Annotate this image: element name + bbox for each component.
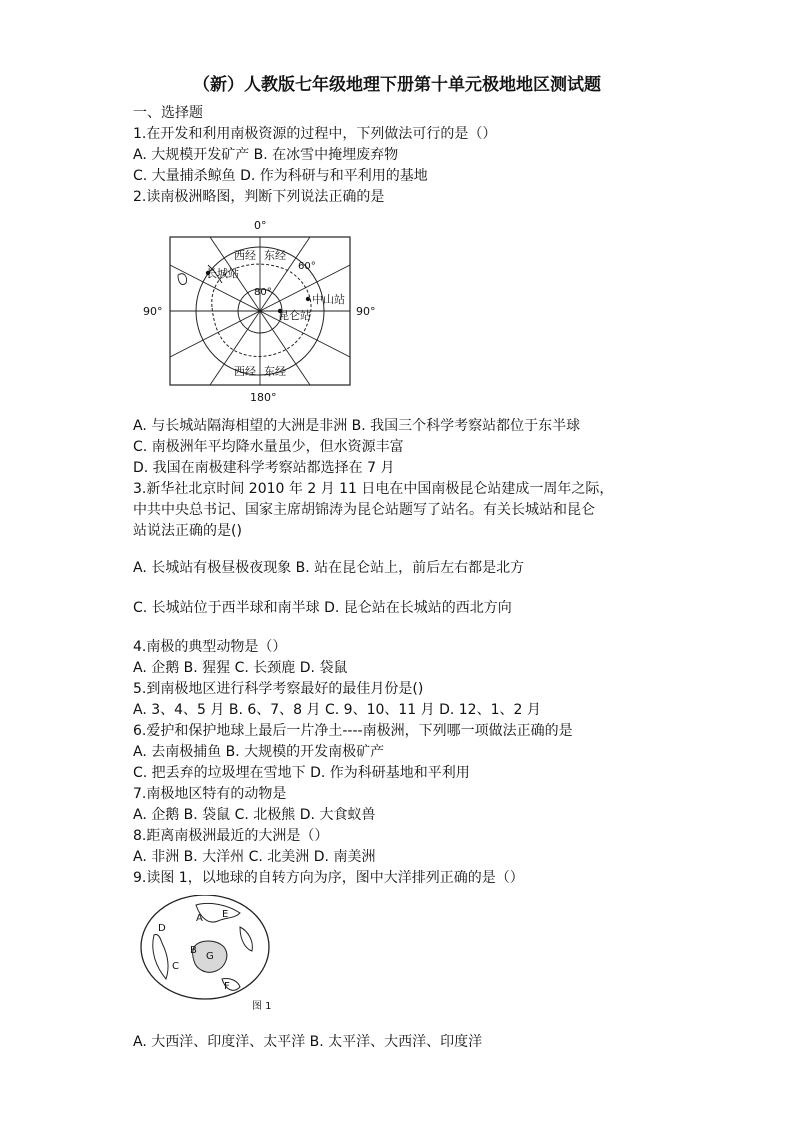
q1-stem: 1.在开发和利用南极资源的过程中，下列做法可行的是（） (133, 126, 497, 142)
label-a: A (196, 913, 203, 924)
zhongshan-station-marker (306, 297, 310, 301)
label-east-top: 东经 (264, 249, 286, 262)
q3-stem-line2: 中共中央总书记、国家主席胡锦涛为昆仑站题写了站名。有关长城站和昆仑 (133, 502, 595, 518)
q6-options-cd: C. 把丢弃的垃圾埋在雪地下 D. 作为科研基地和平利用 (133, 765, 470, 781)
q1-options-cd: C. 大量捕杀鲸鱼 D. 作为科研与和平利用的基地 (133, 168, 428, 184)
q3-stem-line1: 3.新华社北京时间 2010 年 2 月 11 日电在中国南极昆仑站建成一周年之际， (133, 481, 614, 497)
label-e: E (222, 909, 229, 920)
q8-options: A. 非洲 B. 大洋州 C. 北美洲 D. 南美洲 (133, 849, 376, 865)
label-90e-deg: 90° (356, 305, 376, 318)
q2-option-c: C. 南极洲年平均降水量虽少，但水资源丰富 (133, 439, 404, 455)
figure-caption: 图 1 (252, 1001, 272, 1012)
label-zhongshan: 中山站 (312, 293, 345, 306)
south-america-tip (178, 274, 187, 285)
label-changcheng: 长城站 (206, 267, 239, 280)
page-title: （新）人教版七年级地理下册第十单元极地地区测试题 (193, 75, 601, 95)
q9-stem: 9.读图 1，以地球的自转方向为序，图中大洋排列正确的是（） (133, 870, 524, 886)
q6-options-ab: A. 去南极捕鱼 B. 大规模的开发南极矿产 (133, 744, 385, 760)
q5-options: A. 3、4、5 月 B. 6、7、8 月 C. 9、10、11 月 D. 12、1、2 月 (133, 702, 541, 718)
q4-options: A. 企鹅 B. 猩猩 C. 长颈鹿 D. 袋鼠 (133, 660, 348, 676)
label-west-top: 西经 (234, 249, 256, 262)
landmass-east (240, 927, 252, 951)
figure-1-globe (136, 895, 286, 1015)
q7-options: A. 企鹅 B. 袋鼠 C. 北极熊 D. 大食蚁兽 (133, 807, 376, 823)
q1-options-ab: A. 大规模开发矿产 B. 在冰雪中掩埋废弃物 (133, 147, 399, 163)
label-90w-deg: 90° (143, 305, 163, 318)
q2-stem: 2.读南极洲略图，判断下列说法正确的是 (133, 189, 385, 205)
label-d: D (158, 923, 166, 934)
label-b: B (190, 945, 197, 956)
q3-stem-line3: 站说法正确的是() (133, 523, 242, 539)
label-east-bottom: 东经 (264, 365, 286, 378)
label-kunlun: 昆仑站 (278, 309, 311, 322)
q3-options-cd: C. 长城站位于西半球和南半球 D. 昆仑站在长城站的西北方向 (133, 600, 512, 616)
antarctica-map (140, 215, 380, 405)
label-60-deg: 60° (298, 261, 316, 272)
q2-options-ab: A. 与长城站隔海相望的大洲是非洲 B. 我国三个科学考察站都位于东半球 (133, 418, 581, 434)
q7-stem: 7.南极地区特有的动物是 (133, 786, 287, 802)
label-0-deg: 0° (254, 219, 267, 232)
q5-stem: 5.到南极地区进行科学考察最好的最佳月份是() (133, 681, 424, 697)
label-c: C (172, 961, 179, 972)
q9-options: A. 大西洋、印度洋、太平洋 B. 太平洋、大西洋、印度洋 (133, 1034, 483, 1050)
q2-option-d: D. 我国在南极建科学考察站都选择在 7 月 (133, 460, 395, 476)
landmass-west (153, 934, 168, 979)
label-80-deg: 80° (254, 287, 272, 298)
label-west-bottom: 西经 (234, 365, 256, 378)
q8-stem: 8.距离南极洲最近的大洲是（） (133, 828, 329, 844)
q3-options-ab: A. 长城站有极昼极夜现象 B. 站在昆仑站上，前后左右都是北方 (133, 560, 525, 576)
q4-stem: 4.南极的典型动物是（） (133, 639, 287, 655)
label-180-deg: 180° (250, 391, 277, 404)
label-f: F (224, 981, 230, 992)
meridian-lines (170, 237, 350, 385)
label-g: G (206, 951, 214, 962)
section-heading: 一、选择题 (133, 105, 203, 121)
q6-stem: 6.爱护和保护地球上最后一片净土----南极洲，下列哪一项做法正确的是 (133, 723, 573, 739)
